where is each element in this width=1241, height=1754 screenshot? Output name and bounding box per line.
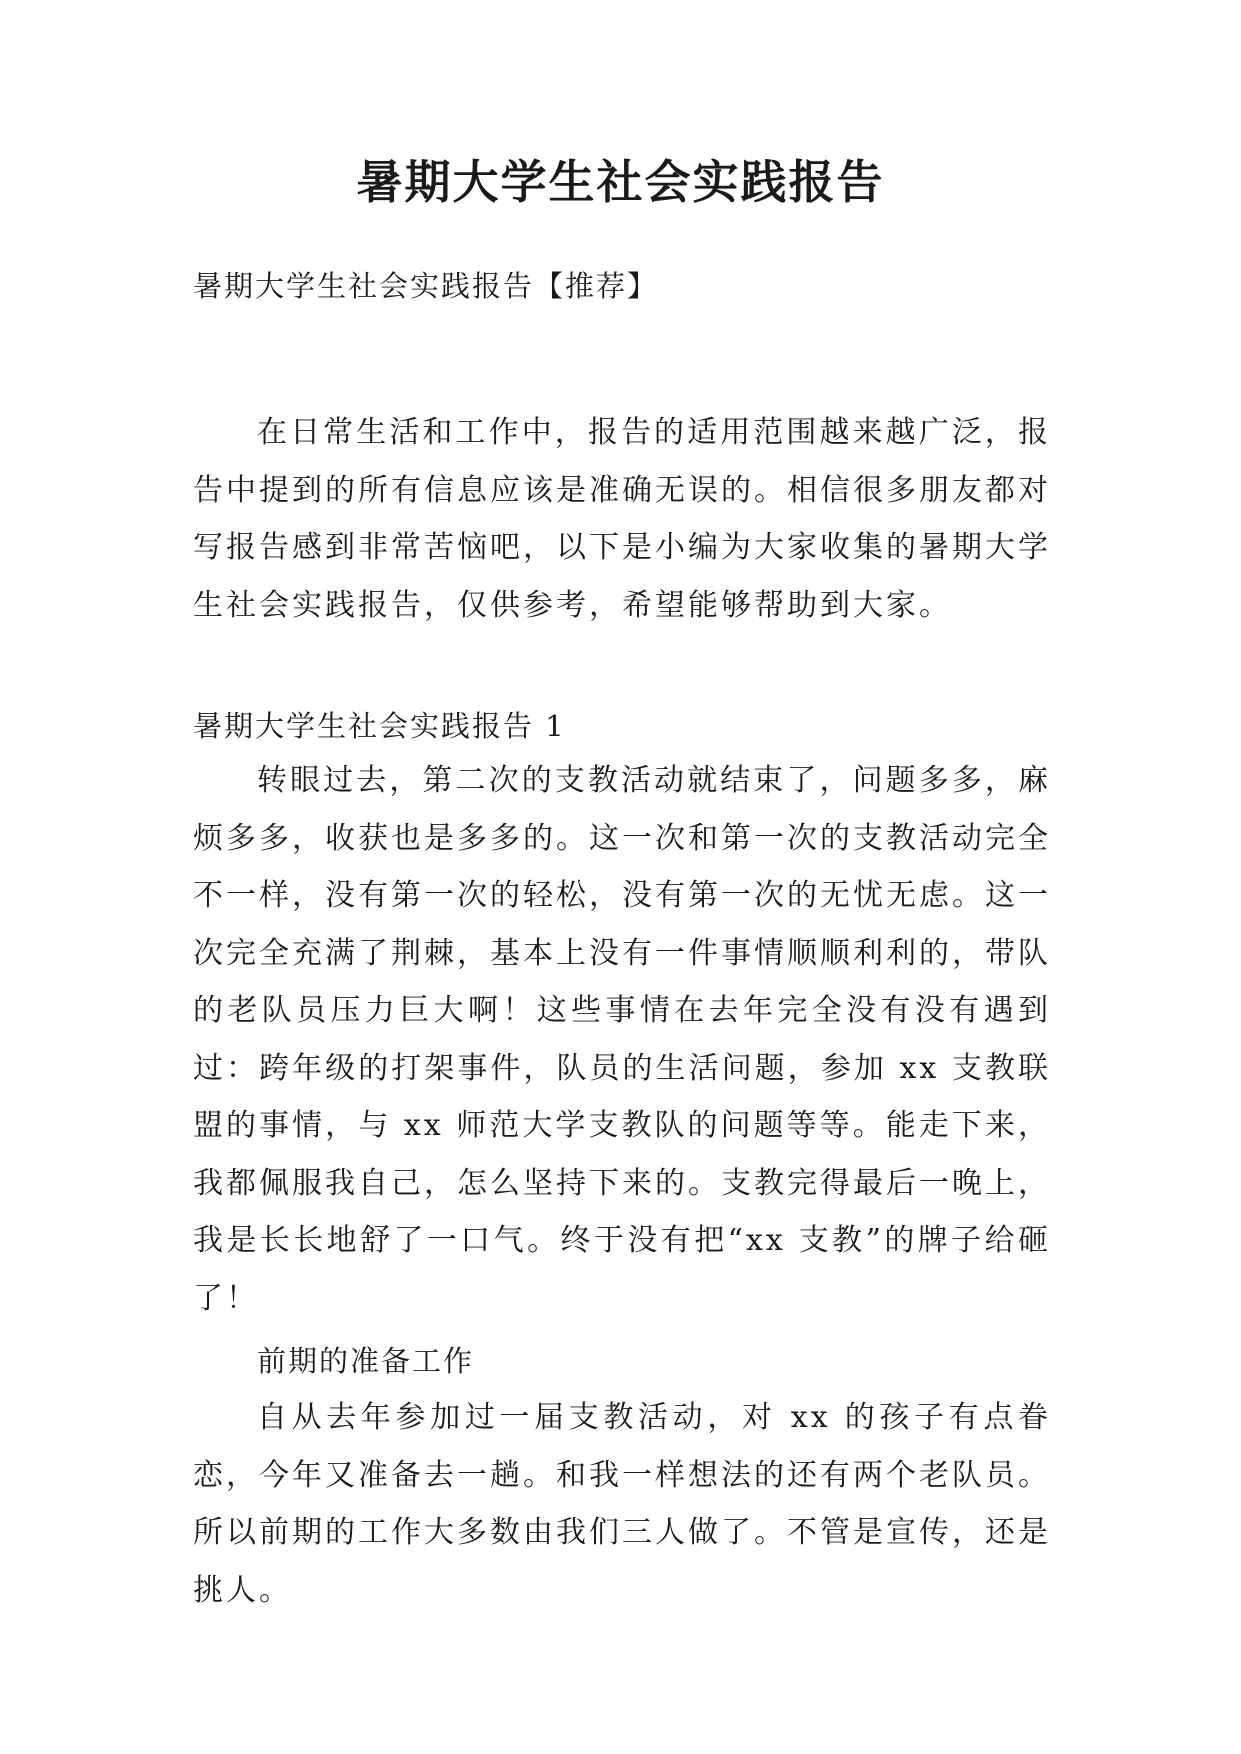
document-subtitle: 暑期大学生社会实践报告【推荐】 [193, 269, 659, 303]
section-heading: 暑期大学生社会实践报告 1 [193, 709, 566, 743]
subsection-body-paragraph: 自从去年参加过一届支教活动，对 xx 的孩子有点眷恋，今年又准备去一趟。和我一样想法的还有两个老队员。所以前期的工作大多数由我们三人做了。不管是宣传，还是挑人。 [193, 1400, 1051, 1608]
document-title: 暑期大学生社会实践报告 [356, 155, 885, 209]
intro-paragraph: 在日常生活和工作中，报告的适用范围越来越广泛，报告中提到的所有信息应该是准确无误的。相信很多朋友都对写报告感到非常苦恼吧，以下是小编为大家收集的暑期大学生社会实践报告，仅供参考，希望能够帮助到大家。 [193, 415, 1051, 623]
section-body-paragraph: 转眼过去，第二次的支教活动就结束了，问题多多，麻烦多多，收获也是多多的。这一次和第一次的支教活动完全不一样，没有第一次的轻松，没有第一次的无忧无虑。这一次完全充满了荆棘，基本上没有一件事情顺顺利利的，带队的老队员压力巨大啊！这些事情在去年完全没有没有遇到过：跨年级的打架事件，队员的生活问题，参加 xx 支教联盟的事情，与 xx 师范大学支教队的问题等等。能走下来，我都佩服我自己，怎么坚持下来的。支教完得最后一晚上，我是长长地舒了一口气。终于没有把“xx 支教”的牌子给砸了！ [193, 763, 1051, 1316]
subsection-heading: 前期的准备工作 [257, 1344, 475, 1378]
